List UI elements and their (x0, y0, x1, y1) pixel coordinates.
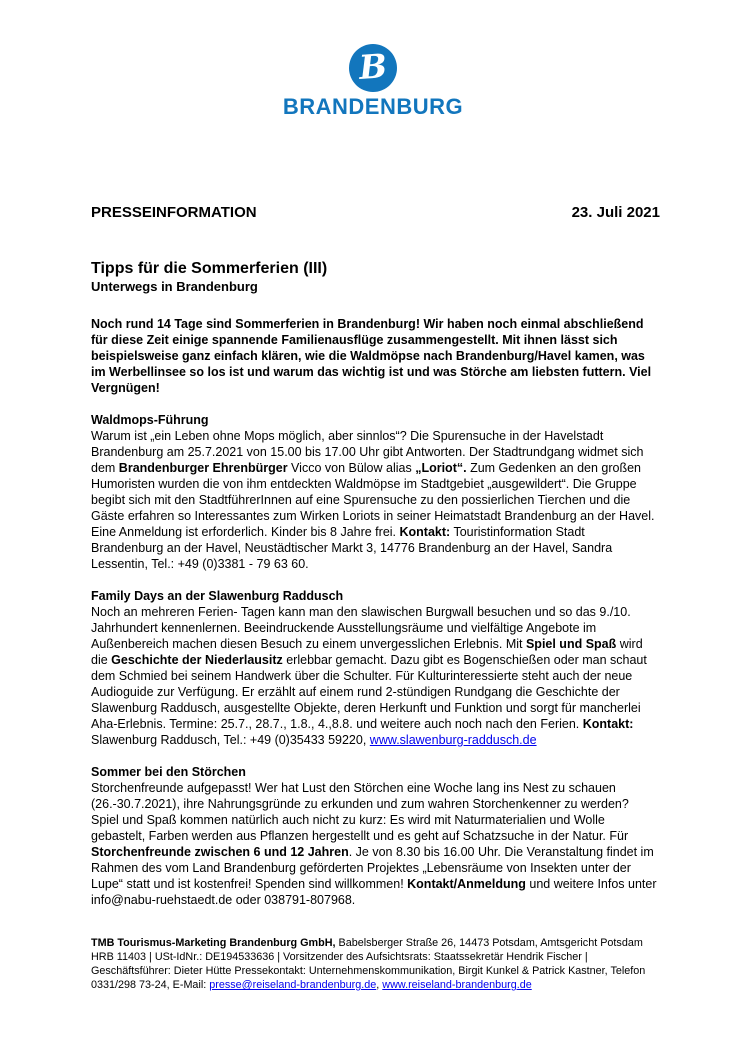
title-block (91, 259, 660, 295)
text-run: Zum Gedenken an den großen Humoristen wurden die von ihm entdeckten Waldmöpse im Stadtgebiet „ausgewildert“. Die Gruppe begibt sich mit den StadtführerInnen auf eine Spurensuche zu den possierlichen Tierchen und die Gäste erfahren so Interessantes zum Wirken Loriots in seiner Heimatstadt Brandenburg an der Havel. Eine Anmeldung ist erforderlich. Kinder bis 8 Jahre frei. (91, 461, 655, 539)
text-run: Babelsberger Straße 26, 14473 Potsdam, Amtsgericht Potsdam HRB 11403 | USt-IdNr.: DE194533636 | Vorsitzender des Aufsichtsrats: Staatssekretär Hendrik Fischer | Geschäftsführer: Dieter Hütte Pressekontakt: Unternehmenskommunikation, Birgit Kunkel & Patrick Kastner, Telefon 0331/298 73-24, E-Mail: (91, 937, 646, 991)
section-body (91, 780, 660, 908)
text-run: und weitere Infos unter info@nabu-ruehstaedt.de oder 038791-807968. (91, 877, 657, 907)
logo-monogram-b: B (357, 45, 389, 87)
hyperlink[interactable]: www.slawenburg-raddusch.de (369, 733, 537, 747)
page-subtitle: Unterwegs in Brandenburg (91, 279, 258, 294)
section-stoerche (91, 764, 660, 908)
text-run: Slawenburg Raddusch, Tel.: +49 (0)35433 59220, (91, 733, 370, 747)
text-run: erlebbar gemacht. Dazu gibt es Bogenschießen oder man schaut dem Schmied bei seinem Handwerk über die Schulter. Für Kulturinteressierte steht auch der neue Audioguide zur Verfügung. Er erzählt auf einem rund 2-stündigen Rundgang die Geschichte der Slawenburg Raddusch, ausgestellte Objekte, deren Herkunft und Funktion und sorgt für mancherlei Aha-Erlebnis. Termine: 25.7., 28.7., 1.8., 4.,8.8. und weitere auch noch nach den Ferien. (91, 653, 647, 731)
press-date: 23. Juli 2021 (571, 204, 660, 221)
text-run: Touristinformation Stadt Brandenburg an der Havel, Neustädtischer Markt 3, 14776 Brandenburg an der Havel, Sandra Lessentin, Tel.: +49 (0)3381 - 79 63 60. (91, 525, 613, 571)
text-run: Vicco von Bülow alias (287, 461, 416, 475)
section-body (91, 428, 660, 572)
hyperlink[interactable]: presse@reiseland-brandenburg.de (209, 979, 377, 991)
bold-text-run: TMB Tourismus-Marketing Brandenburg GmbH, (91, 937, 336, 949)
text-run: Storchenfreunde aufgepasst! Wer hat Lust den Störchen eine Woche lang ins Nest zu schauen (26.-30.7.2021), ihre Nahrungsgründe zu erkunden und zum wahren Storchenkenner zu werden? Spiel und Spaß kommen natürlich auch nicht zu kurz: Es wird mit Naturmaterialien und Wolle gebastelt, Farben werden aus Pflanzen hergestellt und es geht auf Schatzsuche in der Natur. Für (91, 781, 629, 843)
bold-text-run: Storchenfreunde zwischen 6 und 12 Jahren (91, 845, 349, 859)
section-heading: Family Days an der Slawenburg Raddusch (91, 589, 344, 603)
section-heading: Sommer bei den Störchen (91, 765, 246, 779)
text-run: , (376, 979, 383, 991)
bold-text-run: Kontakt: (399, 525, 451, 539)
section-family-days (91, 588, 660, 748)
text-run: . Je von 8.30 bis 16.00 Uhr. Die Veranstaltung findet im Rahmen des vom Land Brandenburg geförderten Projektes „Lebensräume von Insekten unter der Lupe“ statt und ist kostenfrei! Spenden sind willkommen! (91, 845, 654, 891)
hyperlink[interactable]: www.reiseland-brandenburg.de (382, 979, 532, 991)
text-run: Noch an mehreren Ferien- Tagen kann man den slawischen Burgwall besuchen und so das 9./10. Jahrhundert kennenlernen. Beeindruckende Ausstellungsräume und vielfältige Angebote im Außenbereich machen diesen Besuch zu einem unvergesslichen Erlebnis. Mit (91, 605, 631, 651)
text-run: wird die (91, 637, 643, 667)
document-header (91, 204, 660, 221)
bold-text-run: Brandenburger Ehrenbürger (118, 461, 288, 475)
bold-text-run: Kontakt/Anmeldung (407, 877, 526, 891)
bold-text-run: Kontakt: (582, 717, 634, 731)
bold-text-run: Geschichte der Niederlausitz (111, 653, 283, 667)
intro-paragraph: Noch rund 14 Tage sind Sommerferien in Brandenburg! Wir haben noch einmal abschließend für diese Zeit einige spannende Familienausflüge zusammengestellt. Mit ihnen lässt sich beispielsweise ganz einfach klären, wie die Waldmöpse nach Brandenburg/Havel kamen, was im Werbellinsee so los ist und warum das wichtig ist und was Störche am liebsten futtern. Viel Vergnügen! (91, 317, 652, 395)
brand-logo (0, 0, 746, 120)
section-waldmops (91, 412, 660, 572)
logo-wordmark: BRANDENBURG (282, 94, 464, 119)
text-run: Warum ist „ein Leben ohne Mops möglich, aber sinnlos“? Die Spurensuche in der Havelstadt Brandenburg am 25.7.2021 von 15.00 bis 17.00 Uhr gibt Antworten. Der Stadtrundgang widmet sich dem (91, 429, 644, 475)
section-heading: Waldmops-Führung (91, 413, 209, 427)
brandenburg-logo-icon (349, 44, 397, 92)
section-body (91, 604, 660, 748)
imprint-footer (91, 936, 660, 992)
bold-text-run: „Loriot“. (415, 461, 467, 475)
page-title: Tipps für die Sommerferien (III) (91, 260, 328, 277)
bold-text-run: Spiel und Spaß (525, 637, 617, 651)
document-content (0, 204, 746, 992)
press-info-kicker: PRESSEINFORMATION (91, 204, 257, 221)
